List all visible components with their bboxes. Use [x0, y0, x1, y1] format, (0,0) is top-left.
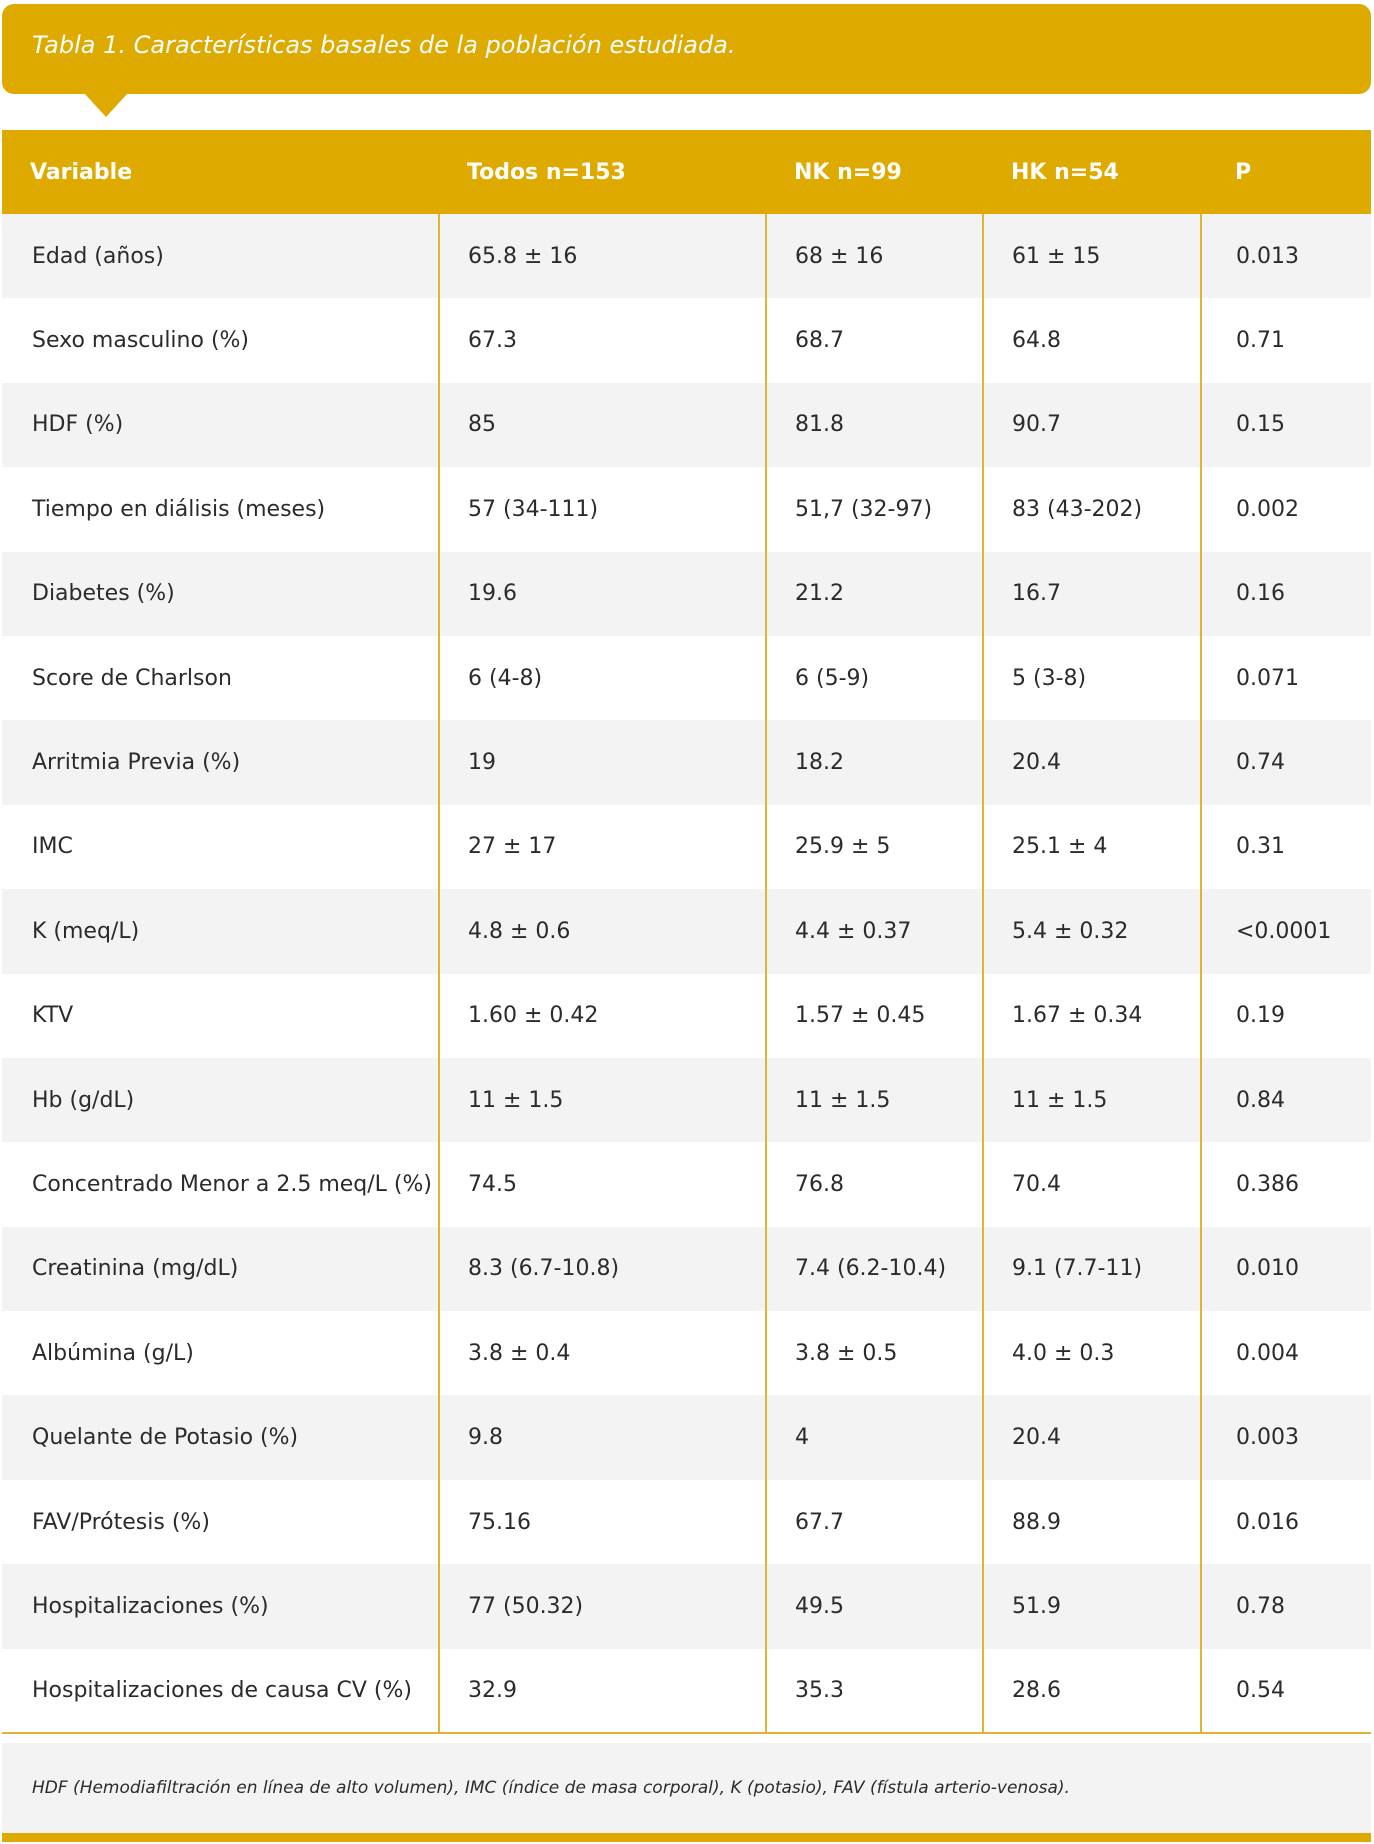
cell-hk: 20.4	[983, 1395, 1201, 1479]
bottom-accent-bar	[2, 1833, 1371, 1842]
cell-nk: 49.5	[766, 1564, 983, 1648]
table-row	[2, 214, 1371, 298]
cell-hk: 20.4	[983, 720, 1201, 804]
cell-p: 0.003	[1201, 1395, 1371, 1479]
table-row	[2, 1142, 1371, 1226]
cell-todos: 85	[439, 383, 766, 467]
cell-hk: 90.7	[983, 383, 1201, 467]
cell-hk: 51.9	[983, 1564, 1201, 1648]
cell-todos: 19.6	[439, 552, 766, 636]
cell-todos: 19	[439, 720, 766, 804]
table-row	[2, 1058, 1371, 1142]
cell-nk: 67.7	[766, 1480, 983, 1564]
cell-variable: Score de Charlson	[2, 636, 439, 720]
cell-hk: 61 ± 15	[983, 214, 1201, 298]
cell-hk: 1.67 ± 0.34	[983, 974, 1201, 1058]
cell-p: 0.013	[1201, 214, 1371, 298]
cell-nk: 25.9 ± 5	[766, 805, 983, 889]
cell-todos: 8.3 (6.7-10.8)	[439, 1227, 766, 1311]
table-row	[2, 1227, 1371, 1311]
cell-variable: Concentrado Menor a 2.5 meq/L (%)	[2, 1142, 439, 1226]
cell-hk: 11 ± 1.5	[983, 1058, 1201, 1142]
table-row	[2, 805, 1371, 889]
cell-p: 0.16	[1201, 552, 1371, 636]
cell-todos: 1.60 ± 0.42	[439, 974, 766, 1058]
data-table-container	[2, 130, 1371, 1734]
table-row	[2, 467, 1371, 551]
cell-nk: 1.57 ± 0.45	[766, 974, 983, 1058]
cell-todos: 57 (34-111)	[439, 467, 766, 551]
cell-variable: FAV/Prótesis (%)	[2, 1480, 439, 1564]
header-p: P	[1201, 130, 1371, 214]
cell-variable: Hospitalizaciones (%)	[2, 1564, 439, 1648]
cell-nk: 4.4 ± 0.37	[766, 889, 983, 973]
cell-hk: 64.8	[983, 298, 1201, 382]
table-row	[2, 636, 1371, 720]
table-header-row	[2, 130, 1371, 214]
cell-nk: 21.2	[766, 552, 983, 636]
table-row	[2, 298, 1371, 382]
cell-nk: 7.4 (6.2-10.4)	[766, 1227, 983, 1311]
cell-hk: 5.4 ± 0.32	[983, 889, 1201, 973]
cell-hk: 9.1 (7.7-11)	[983, 1227, 1201, 1311]
cell-variable: Tiempo en diálisis (meses)	[2, 467, 439, 551]
cell-p: 0.84	[1201, 1058, 1371, 1142]
table-row	[2, 1480, 1371, 1564]
cell-todos: 74.5	[439, 1142, 766, 1226]
cell-variable: HDF (%)	[2, 383, 439, 467]
cell-variable: Hb (g/dL)	[2, 1058, 439, 1142]
cell-p: 0.78	[1201, 1564, 1371, 1648]
cell-nk: 18.2	[766, 720, 983, 804]
cell-nk: 51,7 (32-97)	[766, 467, 983, 551]
cell-variable: Arritmia Previa (%)	[2, 720, 439, 804]
cell-todos: 32.9	[439, 1649, 766, 1733]
cell-hk: 5 (3-8)	[983, 636, 1201, 720]
header-nk: NK n=99	[766, 130, 983, 214]
cell-variable: Creatinina (mg/dL)	[2, 1227, 439, 1311]
cell-hk: 83 (43-202)	[983, 467, 1201, 551]
table-row	[2, 383, 1371, 467]
cell-hk: 16.7	[983, 552, 1201, 636]
cell-todos: 67.3	[439, 298, 766, 382]
table-row	[2, 552, 1371, 636]
cell-variable: Quelante de Potasio (%)	[2, 1395, 439, 1479]
cell-nk: 35.3	[766, 1649, 983, 1733]
table-row	[2, 1649, 1371, 1733]
table-row	[2, 1311, 1371, 1395]
cell-nk: 76.8	[766, 1142, 983, 1226]
cell-p: 0.54	[1201, 1649, 1371, 1733]
table-title: Tabla 1. Características basales de la población estudiada.	[32, 31, 736, 59]
cell-variable: KTV	[2, 974, 439, 1058]
table-title-banner	[2, 4, 1371, 94]
cell-todos: 3.8 ± 0.4	[439, 1311, 766, 1395]
cell-todos: 77 (50.32)	[439, 1564, 766, 1648]
cell-variable: Sexo masculino (%)	[2, 298, 439, 382]
cell-nk: 81.8	[766, 383, 983, 467]
cell-p: 0.010	[1201, 1227, 1371, 1311]
cell-p: 0.002	[1201, 467, 1371, 551]
cell-p: 0.386	[1201, 1142, 1371, 1226]
cell-variable: Diabetes (%)	[2, 552, 439, 636]
cell-todos: 11 ± 1.5	[439, 1058, 766, 1142]
cell-variable: Hospitalizaciones de causa CV (%)	[2, 1649, 439, 1733]
cell-p: 0.016	[1201, 1480, 1371, 1564]
cell-todos: 75.16	[439, 1480, 766, 1564]
cell-p: 0.31	[1201, 805, 1371, 889]
cell-nk: 68 ± 16	[766, 214, 983, 298]
cell-todos: 65.8 ± 16	[439, 214, 766, 298]
cell-nk: 4	[766, 1395, 983, 1479]
cell-hk: 28.6	[983, 1649, 1201, 1733]
table-row	[2, 1564, 1371, 1648]
baseline-characteristics-table	[2, 130, 1371, 1734]
cell-todos: 4.8 ± 0.6	[439, 889, 766, 973]
title-pointer-arrow	[84, 93, 128, 117]
table-row	[2, 889, 1371, 973]
cell-hk: 25.1 ± 4	[983, 805, 1201, 889]
cell-variable: Edad (años)	[2, 214, 439, 298]
cell-todos: 6 (4-8)	[439, 636, 766, 720]
cell-p: 0.19	[1201, 974, 1371, 1058]
cell-hk: 4.0 ± 0.3	[983, 1311, 1201, 1395]
cell-todos: 27 ± 17	[439, 805, 766, 889]
table-row	[2, 720, 1371, 804]
cell-nk: 6 (5-9)	[766, 636, 983, 720]
cell-variable: IMC	[2, 805, 439, 889]
table-body	[2, 214, 1371, 1733]
cell-hk: 88.9	[983, 1480, 1201, 1564]
cell-hk: 70.4	[983, 1142, 1201, 1226]
table-footnote: HDF (Hemodiafiltración en línea de alto volumen), IMC (índice de masa corporal), K (potasio), FAV (fístula arterio-venosa).	[2, 1743, 1371, 1833]
cell-variable: Albúmina (g/L)	[2, 1311, 439, 1395]
cell-p: 0.74	[1201, 720, 1371, 804]
cell-nk: 68.7	[766, 298, 983, 382]
cell-todos: 9.8	[439, 1395, 766, 1479]
header-variable: Variable	[2, 130, 439, 214]
cell-variable: K (meq/L)	[2, 889, 439, 973]
header-hk: HK n=54	[983, 130, 1201, 214]
cell-nk: 3.8 ± 0.5	[766, 1311, 983, 1395]
header-todos: Todos n=153	[439, 130, 766, 214]
table-row	[2, 974, 1371, 1058]
cell-p: 0.004	[1201, 1311, 1371, 1395]
cell-p: 0.15	[1201, 383, 1371, 467]
cell-p: <0.0001	[1201, 889, 1371, 973]
table-row	[2, 1395, 1371, 1479]
cell-p: 0.071	[1201, 636, 1371, 720]
cell-nk: 11 ± 1.5	[766, 1058, 983, 1142]
cell-p: 0.71	[1201, 298, 1371, 382]
